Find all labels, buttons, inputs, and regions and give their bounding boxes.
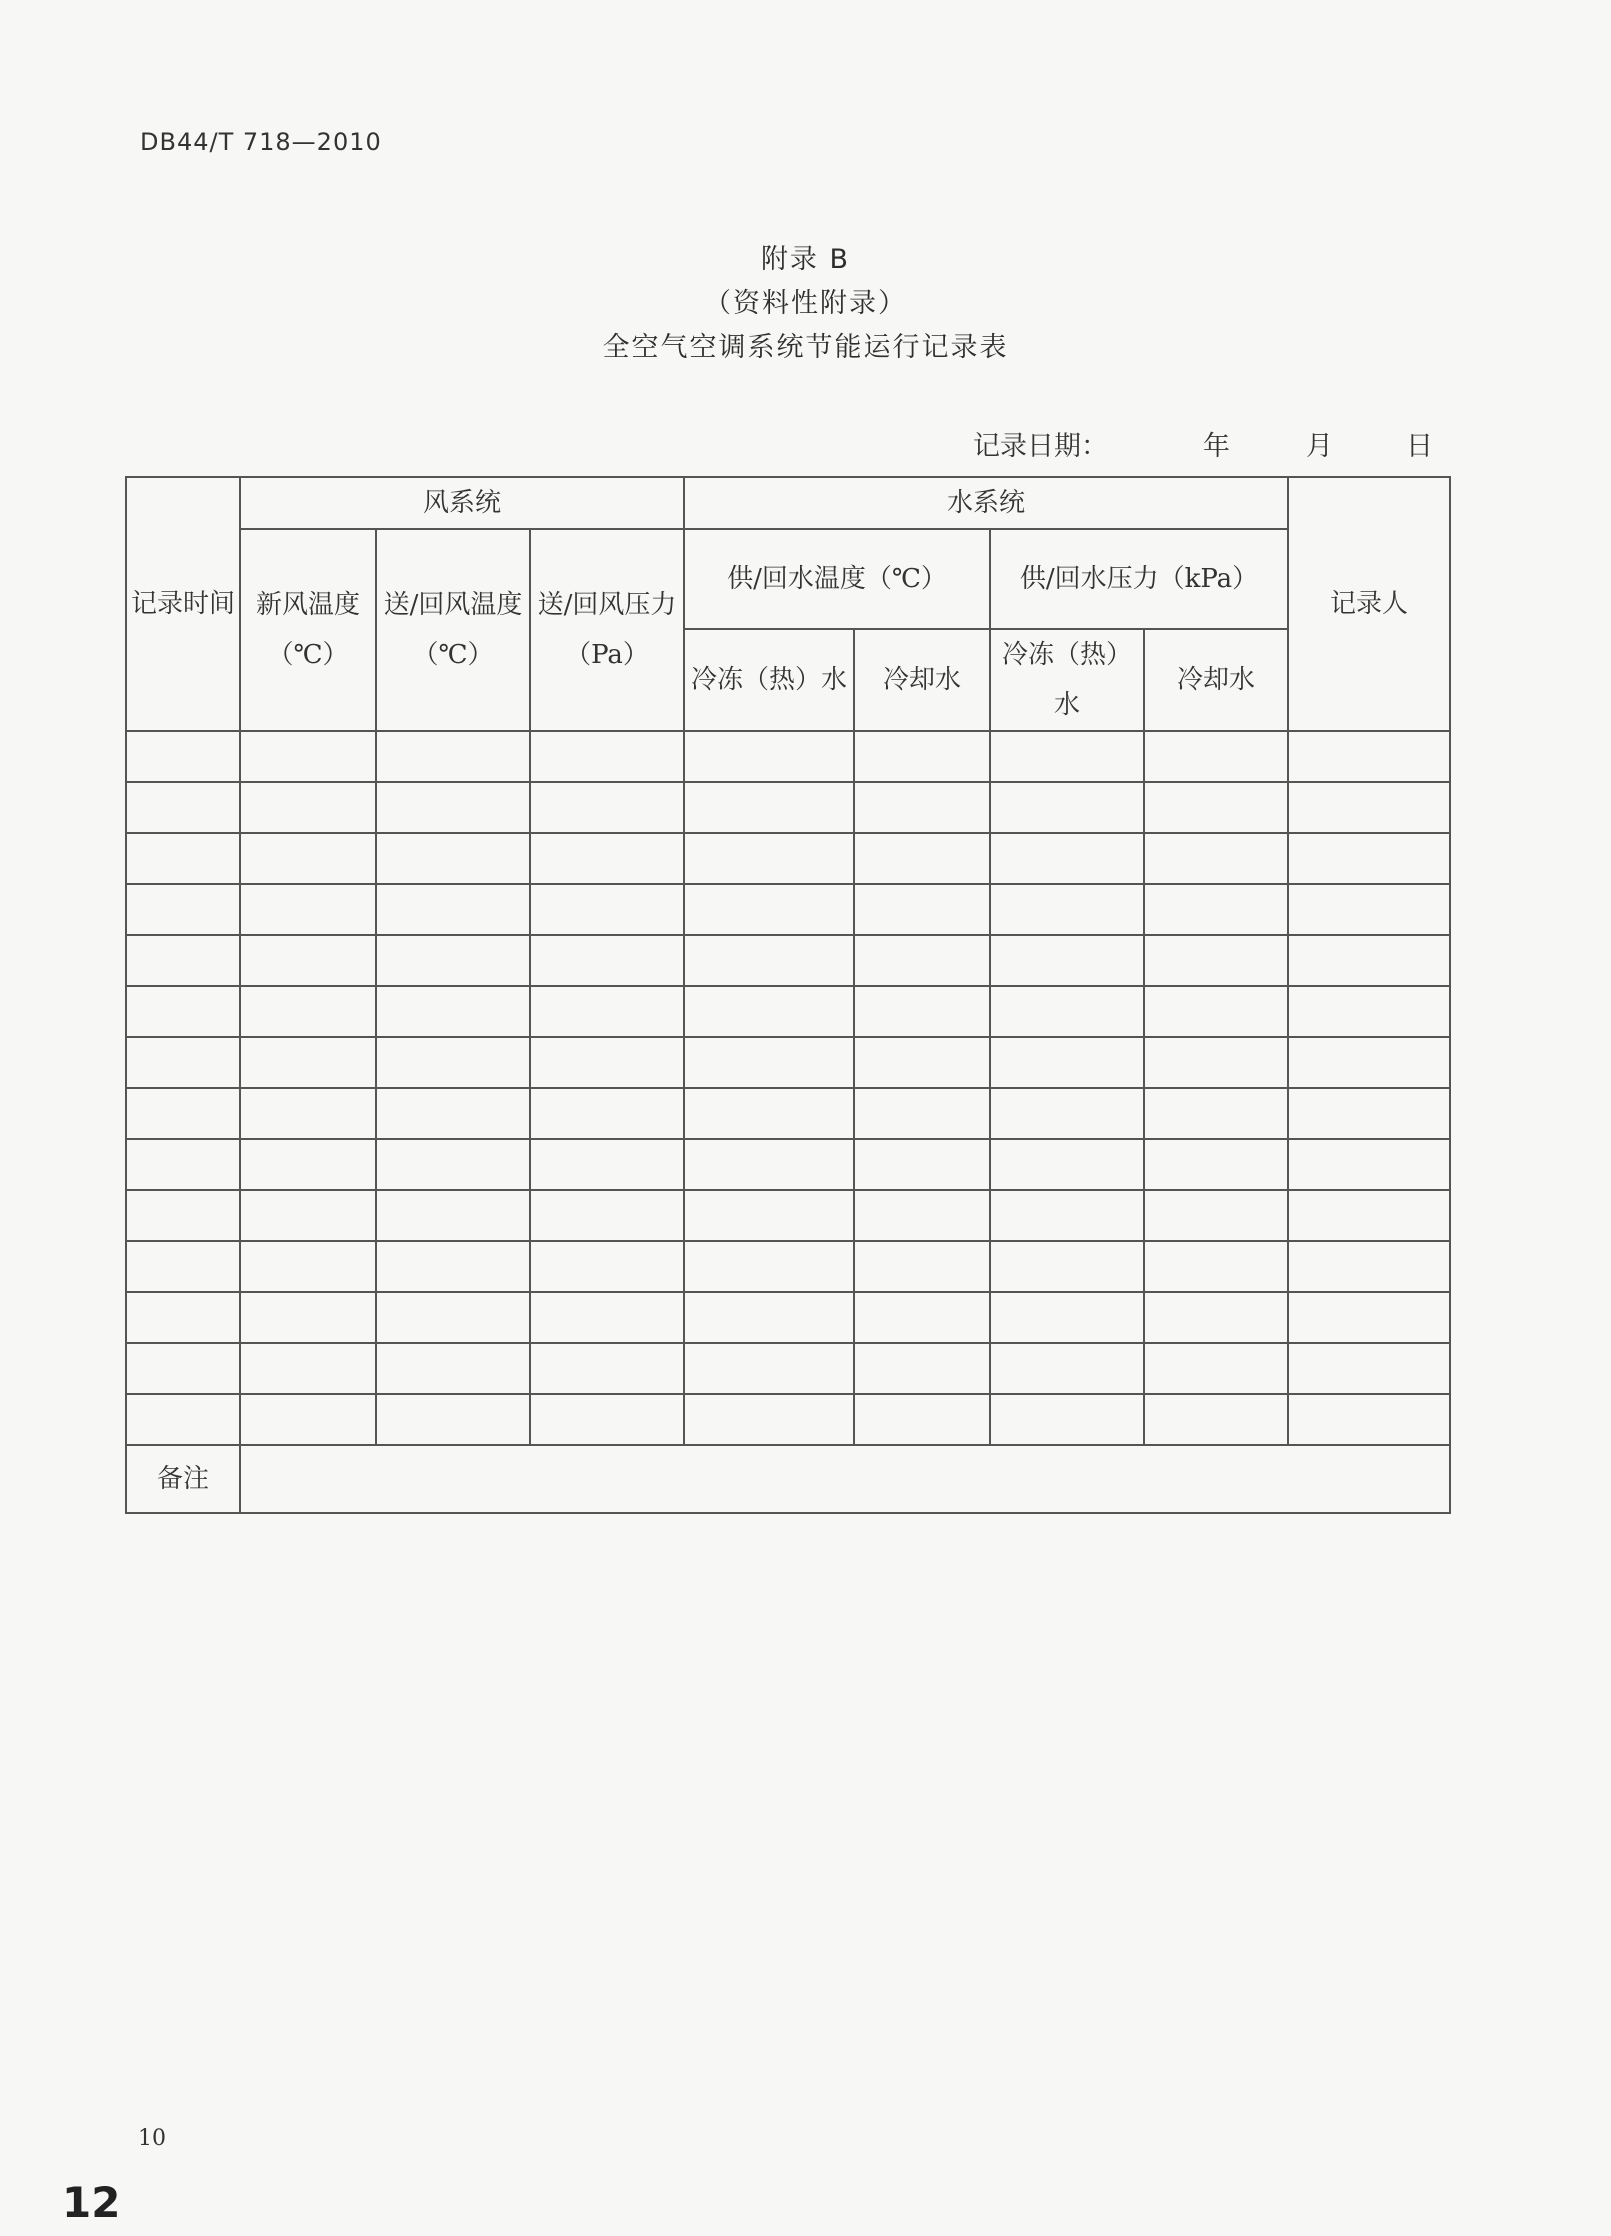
table-cell[interactable] [530,1241,684,1292]
table-cell[interactable] [530,1190,684,1241]
header-pressure-chilled-hot-water: 冷冻（热）水 [990,629,1144,731]
table-cell[interactable] [990,1343,1144,1394]
table-cell[interactable] [990,1037,1144,1088]
table-cell[interactable] [684,731,854,782]
table-cell[interactable] [126,1292,240,1343]
table-cell[interactable] [1144,1292,1288,1343]
table-cell[interactable] [126,884,240,935]
table-cell[interactable] [126,1241,240,1292]
table-cell[interactable] [854,1190,990,1241]
header-water-system: 水系统 [684,477,1288,529]
page-number: 10 [138,2126,166,2151]
table-cell[interactable] [1144,1394,1288,1445]
table-cell[interactable] [376,1292,530,1343]
table-cell[interactable] [530,1394,684,1445]
table-cell[interactable] [1144,1190,1288,1241]
table-cell[interactable] [990,1139,1144,1190]
appendix-nature: （资料性附录） [704,288,907,319]
table-cell[interactable] [240,1037,376,1088]
table-cell[interactable] [126,782,240,833]
table-title: 全空气空调系统节能运行记录表 [602,332,1009,363]
table-cell[interactable] [530,1343,684,1394]
table-cell[interactable] [240,1139,376,1190]
record-table [125,476,1451,1514]
table-row [126,1088,1450,1139]
table-row [126,1139,1450,1190]
table-cell[interactable] [990,884,1144,935]
table-cell[interactable] [126,986,240,1037]
table-cell[interactable] [376,986,530,1037]
remarks-label: 备注 [126,1445,240,1513]
record-date-day: 日 [1406,431,1433,462]
table-cell[interactable] [854,1343,990,1394]
table-cell[interactable] [530,935,684,986]
table-cell[interactable] [854,731,990,782]
table-cell[interactable] [854,1292,990,1343]
header-temp-cooling-water: 冷却水 [854,629,990,731]
table-cell[interactable] [684,1394,854,1445]
table-cell[interactable] [376,731,530,782]
table-cell[interactable] [1144,1037,1288,1088]
table-cell[interactable] [990,1241,1144,1292]
table-cell[interactable] [684,1139,854,1190]
table-cell[interactable] [376,1088,530,1139]
table-cell[interactable] [1288,1190,1450,1241]
table-cell[interactable] [1288,986,1450,1037]
table-cell[interactable] [1288,1037,1450,1088]
record-date-year: 年 [1203,431,1230,462]
stamp-number: 12 [62,2178,121,2227]
table-cell[interactable] [684,986,854,1037]
table-cell[interactable] [1144,1343,1288,1394]
appendix-title: 附录 B [760,244,851,275]
table-cell[interactable] [990,731,1144,782]
table-cell[interactable] [854,884,990,935]
table-row [126,833,1450,884]
table-cell[interactable] [126,1139,240,1190]
table-cell[interactable] [990,782,1144,833]
table-cell[interactable] [854,782,990,833]
table-cell[interactable] [530,782,684,833]
header-recorder: 记录人 [1288,477,1450,731]
table-cell[interactable] [126,1394,240,1445]
table-cell[interactable] [684,833,854,884]
table-cell[interactable] [530,731,684,782]
table-cell[interactable] [530,1088,684,1139]
table-cell[interactable] [1288,1088,1450,1139]
table-cell[interactable] [240,1343,376,1394]
table-cell[interactable] [684,1343,854,1394]
header-pressure-cooling-water: 冷却水 [1144,629,1288,731]
table-cell[interactable] [530,1292,684,1343]
header-water-temp: 供/回水温度（℃） [684,529,990,629]
table-cell[interactable] [376,1139,530,1190]
table-cell[interactable] [376,782,530,833]
table-cell[interactable] [854,1037,990,1088]
table-cell[interactable] [240,1394,376,1445]
table-row [126,884,1450,935]
table-cell[interactable] [854,986,990,1037]
record-date-month: 月 [1306,431,1333,462]
table-cell[interactable] [376,1037,530,1088]
header-supply-return-air-pressure: 送/回风压力（Pa） [530,529,684,731]
table-cell[interactable] [1144,731,1288,782]
table-cell[interactable] [240,884,376,935]
header-air-system: 风系统 [240,477,684,529]
table-cell[interactable] [854,935,990,986]
table-cell[interactable] [1288,1343,1450,1394]
table-cell[interactable] [240,1241,376,1292]
table-row [126,1037,1450,1088]
table-cell[interactable] [530,986,684,1037]
table-cell[interactable] [126,731,240,782]
title-block [0,238,1611,370]
table-cell[interactable] [240,782,376,833]
table-cell[interactable] [530,884,684,935]
table-cell[interactable] [684,1037,854,1088]
table-cell[interactable] [376,1190,530,1241]
table-cell[interactable] [990,1088,1144,1139]
header-supply-return-air-temp: 送/回风温度（℃） [376,529,530,731]
table-cell[interactable] [990,935,1144,986]
table-cell[interactable] [1144,1088,1288,1139]
table-cell[interactable] [990,1394,1144,1445]
document-code: DB44/T 718—2010 [140,128,382,156]
table-cell[interactable] [1144,935,1288,986]
table-cell[interactable] [1288,1139,1450,1190]
table-row [126,1394,1450,1445]
table-cell[interactable] [684,884,854,935]
table-cell[interactable] [1144,986,1288,1037]
table-cell[interactable] [854,1394,990,1445]
table-cell[interactable] [684,1088,854,1139]
table-cell[interactable] [126,935,240,986]
table-cell[interactable] [530,1037,684,1088]
table-cell[interactable] [684,782,854,833]
table-cell[interactable] [240,1292,376,1343]
table-cell[interactable] [684,935,854,986]
table-cell[interactable] [1144,884,1288,935]
remarks-cell[interactable] [240,1445,1450,1513]
table-cell[interactable] [376,1241,530,1292]
table-row [126,935,1450,986]
table-cell[interactable] [1288,833,1450,884]
table-cell[interactable] [126,1190,240,1241]
table-cell[interactable] [240,833,376,884]
table-cell[interactable] [854,1139,990,1190]
header-temp-chilled-hot-water: 冷冻（热）水 [684,629,854,731]
table-cell[interactable] [1288,1292,1450,1343]
table-cell[interactable] [376,833,530,884]
table-cell[interactable] [684,1190,854,1241]
table-cell[interactable] [684,1241,854,1292]
table-cell[interactable] [854,833,990,884]
table-cell[interactable] [1144,782,1288,833]
table-cell[interactable] [854,1088,990,1139]
table-cell[interactable] [990,1292,1144,1343]
table-cell[interactable] [240,935,376,986]
record-date-label: 记录日期： [973,431,1108,462]
table-cell[interactable] [1288,884,1450,935]
table-cell[interactable] [990,986,1144,1037]
table-cell[interactable] [1288,782,1450,833]
table-cell[interactable] [684,1292,854,1343]
table-cell[interactable] [854,1241,990,1292]
table-cell[interactable] [1144,1241,1288,1292]
table-row [126,731,1450,782]
table-cell[interactable] [1288,935,1450,986]
table-row [126,1241,1450,1292]
table-cell[interactable] [240,731,376,782]
table-cell[interactable] [240,986,376,1037]
table-cell[interactable] [376,935,530,986]
table-cell[interactable] [240,1190,376,1241]
table-cell[interactable] [530,833,684,884]
table-cell[interactable] [1288,1394,1450,1445]
table-cell[interactable] [376,1343,530,1394]
table-cell[interactable] [990,833,1144,884]
table-cell[interactable] [240,1088,376,1139]
table-cell[interactable] [1144,833,1288,884]
table-cell[interactable] [126,833,240,884]
table-cell[interactable] [126,1088,240,1139]
table-cell[interactable] [126,1037,240,1088]
header-record-time: 记录时间 [126,477,240,731]
table-cell[interactable] [126,1343,240,1394]
table-row [126,1343,1450,1394]
header-fresh-air-temp: 新风温度（℃） [240,529,376,731]
table-cell[interactable] [376,1394,530,1445]
table-cell[interactable] [1144,1139,1288,1190]
table-cell[interactable] [1288,1241,1450,1292]
table-row [126,782,1450,833]
table-row [126,1292,1450,1343]
table-row [126,986,1450,1037]
table-cell[interactable] [376,884,530,935]
header-water-pressure: 供/回水压力（kPa） [990,529,1288,629]
table-row [126,1190,1450,1241]
table-cell[interactable] [530,1139,684,1190]
table-cell[interactable] [990,1190,1144,1241]
table-cell[interactable] [1288,731,1450,782]
